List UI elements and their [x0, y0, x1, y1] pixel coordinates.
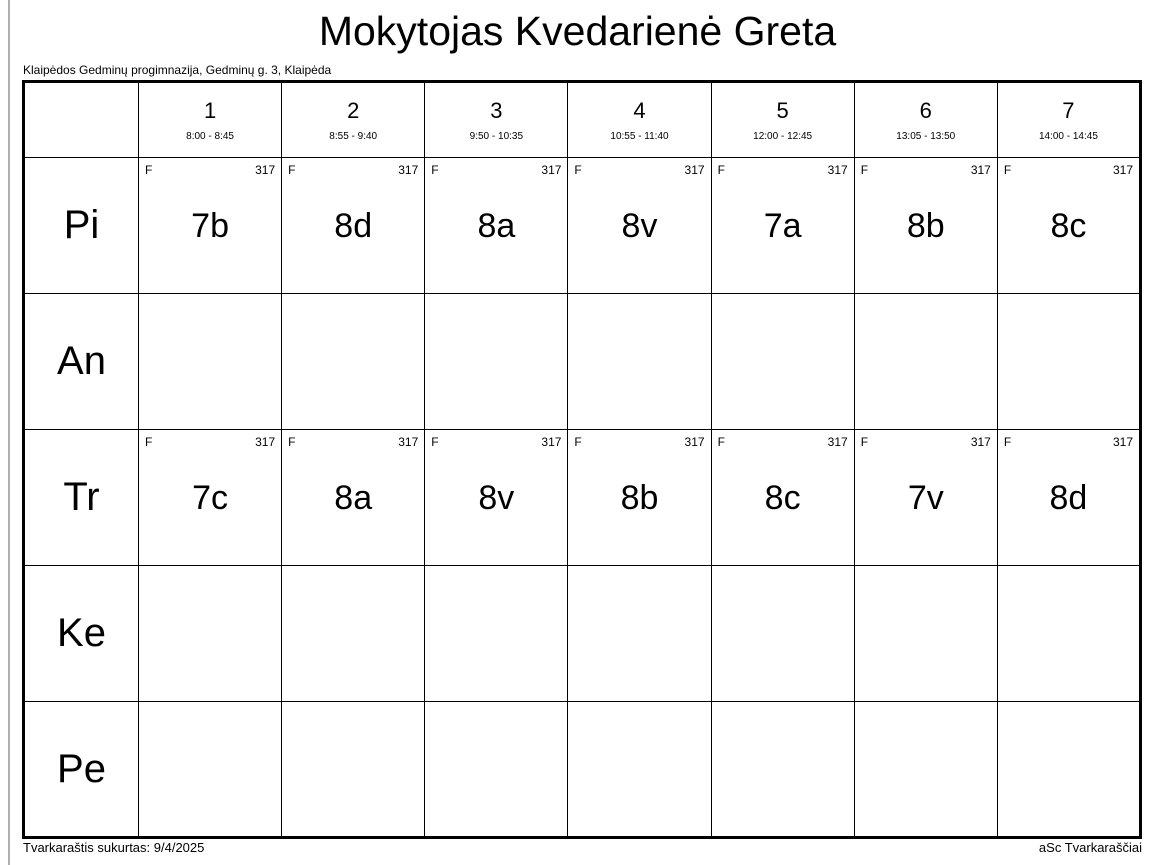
lesson-subject: F — [717, 162, 725, 177]
lesson-room: 317 — [398, 162, 419, 177]
lesson-cell — [854, 430, 997, 566]
lesson-cell-empty — [282, 566, 425, 702]
period-header-row — [24, 82, 1141, 158]
period-3 — [425, 83, 567, 157]
lesson-cell — [997, 430, 1140, 566]
lesson-group: 8d — [334, 206, 373, 245]
corner-cell — [24, 82, 139, 158]
lesson-cell-empty — [425, 702, 568, 838]
lesson-cell-empty — [997, 294, 1140, 430]
timetable-created-text: Tvarkaraštis sukurtas: 9/4/2025 — [23, 840, 205, 855]
day-label-ke: Ke — [24, 566, 139, 702]
lesson — [425, 431, 567, 565]
period-time: 12:00 - 12:45 — [753, 130, 813, 142]
lesson-subject: F — [1003, 434, 1012, 449]
lesson-group: 8d — [1049, 478, 1088, 517]
lesson-subject: F — [288, 162, 296, 177]
lesson-cell-empty — [711, 566, 854, 702]
lesson-group: 8b — [906, 206, 945, 245]
lesson — [998, 159, 1139, 293]
lesson-cell-empty — [139, 294, 282, 430]
lesson-cell — [425, 430, 568, 566]
period-4 — [568, 83, 710, 157]
lesson-group: 8v — [478, 478, 515, 517]
lesson-room: 317 — [541, 434, 562, 449]
day-row-pi — [24, 158, 1141, 294]
lesson-cell-empty — [425, 566, 568, 702]
period-number: 7 — [1062, 97, 1075, 123]
period-time: 8:55 - 9:40 — [329, 130, 378, 142]
day-label-pi: Pi — [24, 158, 139, 294]
period-number: 3 — [490, 97, 503, 123]
lesson — [139, 431, 281, 565]
lesson-cell — [425, 158, 568, 294]
period-5 — [712, 83, 854, 157]
period-header-2 — [282, 82, 425, 158]
lesson — [568, 431, 710, 565]
period-time: 8:00 - 8:45 — [186, 130, 234, 142]
lesson-cell — [139, 430, 282, 566]
period-number: 2 — [347, 97, 360, 123]
lesson-cell-empty — [854, 566, 997, 702]
lesson-cell-empty — [711, 702, 854, 838]
day-row-ke — [24, 566, 1141, 702]
lesson-group: 8a — [477, 206, 516, 245]
lesson-cell-empty — [568, 566, 711, 702]
asc-branding-text: aSc Tvarkaraščiai — [1038, 840, 1142, 855]
period-number: 1 — [203, 97, 217, 123]
lesson-subject: F — [145, 162, 153, 177]
lesson-room: 317 — [1112, 434, 1133, 449]
lesson-cell — [568, 430, 711, 566]
lesson-room: 317 — [970, 162, 991, 177]
lesson-room: 317 — [255, 162, 276, 177]
lesson — [855, 159, 997, 293]
lesson-subject: F — [574, 162, 582, 177]
lesson-cell-empty — [997, 702, 1140, 838]
lesson-group: 8a — [334, 478, 373, 517]
period-header-7 — [997, 82, 1140, 158]
lesson-cell — [854, 158, 997, 294]
period-number: 6 — [919, 97, 932, 123]
lesson-cell — [568, 158, 711, 294]
lesson-group: 7c — [192, 478, 229, 517]
lesson-cell-empty — [854, 702, 997, 838]
lesson-subject: F — [860, 162, 869, 177]
day-label-tr: Tr — [24, 430, 139, 566]
lesson-cell-empty — [568, 294, 711, 430]
lesson-subject: F — [431, 162, 439, 177]
lesson — [712, 159, 854, 293]
day-row-tr — [24, 430, 1141, 566]
day-label-an: An — [24, 294, 139, 430]
lesson-subject: F — [860, 434, 869, 449]
lesson-subject: F — [1003, 162, 1012, 177]
day-row-an — [24, 294, 1141, 430]
period-7 — [998, 83, 1139, 157]
lesson-room: 317 — [1112, 162, 1133, 177]
period-header-3 — [425, 82, 568, 158]
lesson — [568, 159, 710, 293]
lesson-cell — [282, 158, 425, 294]
day-label-pe: Pe — [24, 702, 139, 838]
lesson — [425, 159, 567, 293]
school-subtitle: Klaipėdos Gedminų progimnazija, Gedminų g. 3, Klaipėda — [23, 63, 332, 77]
lesson-cell-empty — [282, 294, 425, 430]
lesson-group: 7a — [763, 206, 802, 245]
day-row-pe — [24, 702, 1141, 838]
lesson-cell — [711, 158, 854, 294]
period-header-4 — [568, 82, 711, 158]
lesson-cell-empty — [711, 294, 854, 430]
page-title: Mokytojas Kvedarienė Greta — [318, 8, 837, 54]
lesson-group: 8v — [621, 206, 658, 245]
lesson-group: 8b — [620, 478, 659, 517]
lesson-group: 7v — [907, 478, 944, 517]
lesson-cell-empty — [282, 702, 425, 838]
lesson-room: 317 — [541, 162, 562, 177]
lesson-cell — [282, 430, 425, 566]
lesson-cell-empty — [568, 702, 711, 838]
lesson-cell — [711, 430, 854, 566]
period-header-6 — [854, 82, 997, 158]
page-edge-line — [8, 0, 10, 865]
lesson-cell-empty — [425, 294, 568, 430]
period-6 — [855, 83, 997, 157]
period-time: 13:05 - 13:50 — [896, 130, 956, 142]
period-header-1 — [139, 82, 282, 158]
period-header-5 — [711, 82, 854, 158]
period-time: 14:00 - 14:45 — [1038, 130, 1098, 142]
lesson-subject: F — [431, 434, 439, 449]
lesson-group: 8c — [1050, 206, 1087, 245]
timetable-grid — [22, 80, 1142, 839]
lesson — [712, 431, 854, 565]
lesson-cell-empty — [139, 702, 282, 838]
period-time: 9:50 - 10:35 — [469, 130, 524, 142]
lesson-subject: F — [717, 434, 725, 449]
lesson-room: 317 — [827, 434, 848, 449]
lesson-group: 8c — [764, 478, 801, 517]
lesson-room: 317 — [255, 434, 276, 449]
period-2 — [282, 83, 424, 157]
period-1 — [139, 83, 281, 157]
lesson-room: 317 — [970, 434, 991, 449]
lesson-cell-empty — [997, 566, 1140, 702]
lesson-room: 317 — [398, 434, 419, 449]
lesson-group: 7b — [191, 206, 229, 245]
lesson-cell — [997, 158, 1140, 294]
period-number: 4 — [633, 97, 646, 123]
lesson — [282, 159, 424, 293]
lesson-cell-empty — [139, 566, 282, 702]
lesson — [139, 159, 281, 293]
lesson-subject: F — [574, 434, 582, 449]
lesson — [282, 431, 424, 565]
lesson-room: 317 — [684, 162, 705, 177]
lesson-subject: F — [145, 434, 153, 449]
lesson — [998, 431, 1139, 565]
lesson-cell-empty — [854, 294, 997, 430]
lesson-cell — [139, 158, 282, 294]
lesson-subject: F — [288, 434, 296, 449]
lesson-room: 317 — [684, 434, 705, 449]
period-time: 10:55 - 11:40 — [610, 130, 669, 142]
lesson-room: 317 — [827, 162, 848, 177]
lesson — [855, 431, 997, 565]
period-number: 5 — [776, 97, 789, 123]
